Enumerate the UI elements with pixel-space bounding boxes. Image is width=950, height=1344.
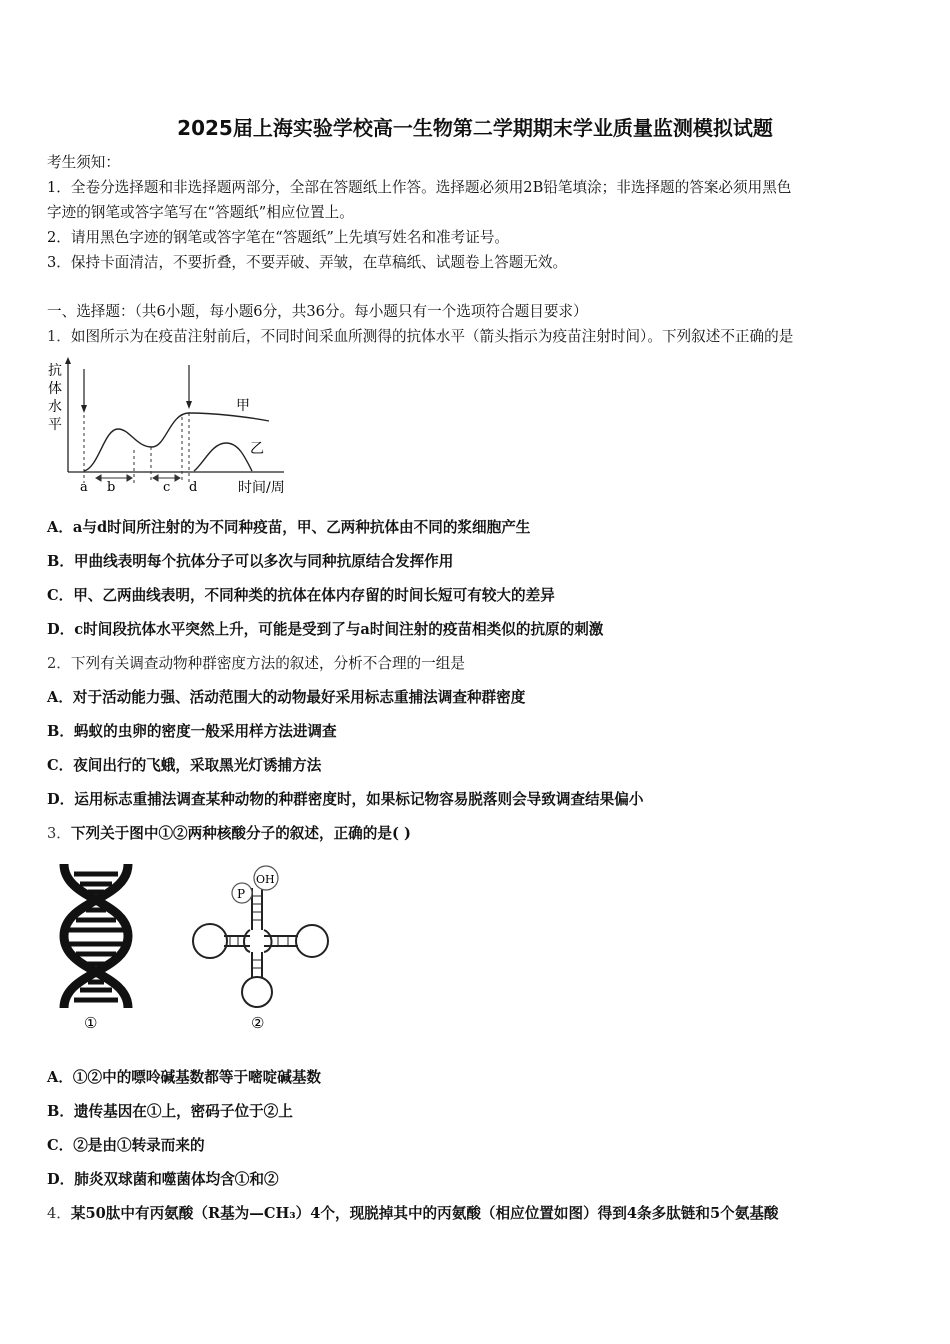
- option-c: C．夜间出行的飞蛾，采取黑光灯诱捕方法: [47, 757, 322, 774]
- question-number: 3．: [47, 825, 71, 842]
- y-label-char: 抗: [48, 363, 62, 379]
- question-text: 下列关于图中①②两种核酸分子的叙述，正确的是( ): [70, 825, 411, 842]
- label-oh: OH: [256, 873, 275, 886]
- tick-b: b: [107, 480, 116, 495]
- curve-label-yi: 乙: [250, 441, 264, 457]
- nucleic-acid-figure: [52, 860, 342, 1035]
- notice-item: 字迹的钢笔或答字笔写在“答题纸”相应位置上。: [47, 204, 354, 221]
- option-d: D．肺炎双球菌和噬菌体均含①和②: [47, 1171, 279, 1188]
- question-number: 2．: [47, 655, 71, 672]
- question-text: 下列有关调查动物种群密度方法的叙述，分析不合理的一组是: [70, 655, 465, 672]
- option-b: B．甲曲线表明每个抗体分子可以多次与同种抗原结合发挥作用: [47, 553, 454, 570]
- question-4-stem: [47, 1204, 779, 1224]
- option-b: B．遗传基因在①上，密码子位于②上: [47, 1103, 293, 1120]
- label-dna: ①: [84, 1014, 98, 1032]
- notice-heading: 考生须知：: [47, 154, 120, 171]
- question-number: 1．: [47, 328, 71, 345]
- curve-yi: [194, 443, 252, 471]
- curve-jia: [84, 413, 269, 471]
- option-a: A．①②中的嘌呤碱基数都等于嘧啶碱基数: [47, 1069, 322, 1086]
- tick-a: a: [80, 480, 88, 495]
- notice-item: 1．全卷分选择题和非选择题两部分，全部在答题纸上作答。选择题必须用2B铅笔填涂；非选择题的答案必须用黑色: [47, 179, 792, 196]
- page-title: 2025届上海实验学校高一生物第二学期期末学业质量监测模拟试题: [177, 116, 773, 140]
- option-c: C．②是由①转录而来的: [47, 1137, 205, 1154]
- option-b: B．蚂蚁的虫卵的密度一般采用样方法进调查: [47, 723, 337, 740]
- label-p: P: [237, 887, 246, 901]
- tick-c: c: [163, 480, 171, 495]
- y-label-char: 水: [48, 399, 62, 415]
- question-text: 如图所示为在疫苗注射前后，不同时间采血所测得的抗体水平（箭头指示为疫苗注射时间）。下列叙述不正确的是: [70, 328, 794, 345]
- trna-cloverleaf: [193, 888, 328, 1007]
- x-axis-label: 时间/周: [238, 480, 285, 496]
- question-text: 某50肽中有丙氨酸（R基为—CH₃）4个，现脱掉其中的丙氨酸（相应位置如图）得到4条多肽链和5个氨基酸: [70, 1205, 779, 1222]
- curve-label-jia: 甲: [236, 398, 250, 414]
- option-d: D．运用标志重捕法调查某种动物的种群密度时，如果标记物容易脱落则会导致调查结果偏小: [47, 791, 644, 808]
- antibody-level-figure: [44, 355, 304, 497]
- dna-double-helix: [64, 864, 128, 1008]
- option-d: D．c时间段抗体水平突然上升，可能是受到了与a时间注射的疫苗相类似的抗原的刺激: [47, 621, 604, 638]
- notice-item: 3．保持卡面清洁，不要折叠，不要弄破、弄皱，在草稿纸、试题卷上答题无效。: [47, 254, 568, 271]
- y-label-char: 体: [48, 381, 62, 397]
- question-number: 4．: [47, 1205, 71, 1222]
- question-3-stem: [47, 824, 411, 844]
- option-a: A．a与d时间所注射的为不同种疫苗，甲、乙两种抗体由不同的浆细胞产生: [47, 519, 531, 536]
- tick-d: d: [189, 480, 198, 495]
- question-2-stem: [47, 654, 465, 674]
- notice-item: 2．请用黑色字迹的钢笔或答字笔在“答题纸”上先填写姓名和准考证号。: [47, 229, 510, 246]
- y-label-char: 平: [48, 417, 62, 433]
- label-trna: ②: [251, 1014, 265, 1032]
- question-1-stem: [47, 327, 793, 347]
- section-heading: 一、选择题：（共6小题，每小题6分，共36分。每小题只有一个选项符合题目要求）: [47, 303, 588, 320]
- option-c: C．甲、乙两曲线表明，不同种类的抗体在体内存留的时间长短可有较大的差异: [47, 587, 555, 604]
- option-a: A．对于活动能力强、活动范围大的动物最好采用标志重捕法调查种群密度: [47, 689, 526, 706]
